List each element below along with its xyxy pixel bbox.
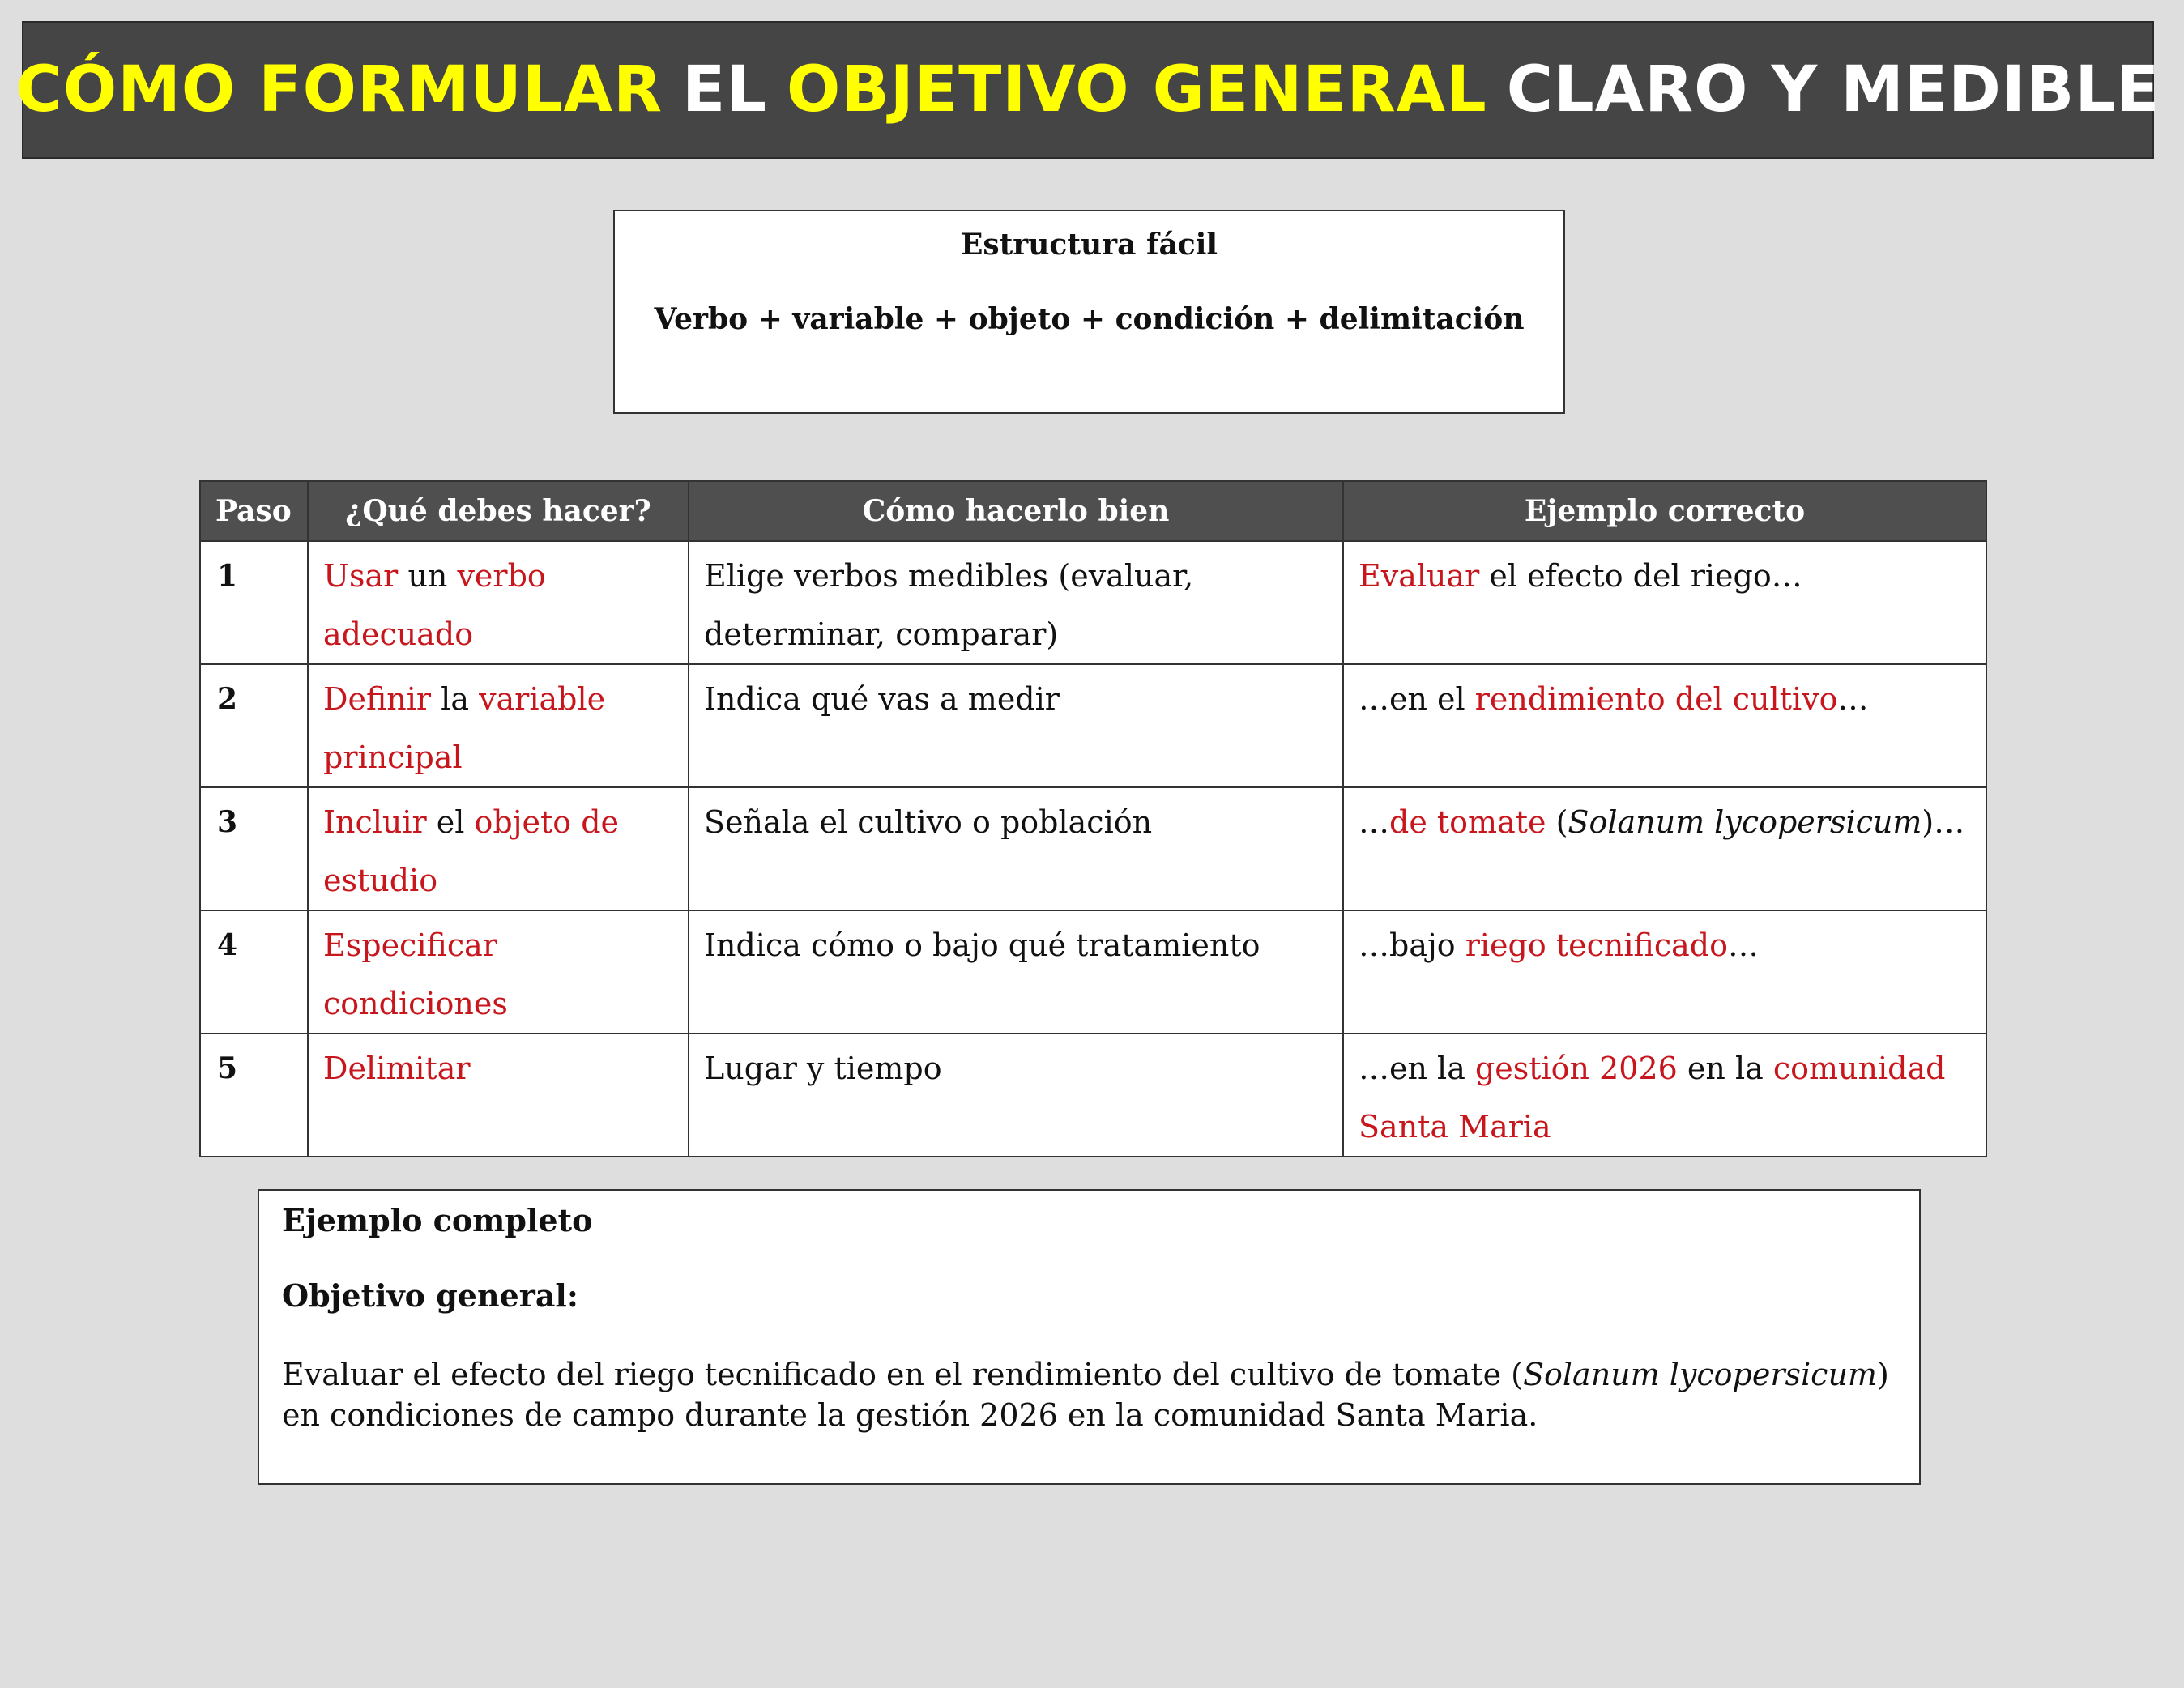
example-highlight: comunidad Santa Maria bbox=[1359, 1051, 1946, 1145]
example-text: …en el bbox=[1359, 681, 1475, 717]
table-row bbox=[200, 787, 1986, 910]
what-keyword: Usar bbox=[323, 558, 399, 594]
example-text: el efecto del riego… bbox=[1479, 558, 1802, 594]
step-what bbox=[308, 541, 689, 664]
step-how: Señala el cultivo o población bbox=[689, 787, 1343, 910]
example-text: ( bbox=[1546, 804, 1568, 840]
title-part-1: CÓMO FORMULAR bbox=[15, 53, 663, 126]
example-highlight: Evaluar bbox=[1359, 558, 1480, 594]
page-title-banner bbox=[15, 21, 2161, 159]
example-scientific-name: Solanum lycopersicum bbox=[1568, 804, 1922, 840]
structure-formula: Verbo + variable + objeto + condición + delimitación bbox=[654, 302, 1525, 336]
title-part-4: CLARO Y MEDIBLE bbox=[1506, 53, 2161, 126]
what-keyword: verbo adecuado bbox=[323, 558, 546, 652]
step-example bbox=[1343, 787, 1986, 910]
table-row bbox=[200, 1034, 1986, 1157]
table-row bbox=[200, 910, 1986, 1034]
example-text: …en la bbox=[1359, 1051, 1475, 1086]
example-text: … bbox=[1837, 681, 1869, 717]
step-number: 2 bbox=[200, 664, 308, 787]
what-keyword: Incluir bbox=[323, 804, 427, 840]
what-connector: la bbox=[431, 681, 480, 717]
complete-example-box bbox=[258, 1189, 1921, 1485]
steps-table bbox=[199, 480, 1987, 1157]
what-keyword: variable principal bbox=[323, 681, 606, 775]
table-header-row bbox=[200, 481, 1986, 541]
title-part-2: EL bbox=[682, 53, 768, 126]
objective-scientific-name: Solanum lycopersicum bbox=[1522, 1357, 1877, 1392]
structure-box bbox=[613, 210, 1565, 414]
step-number: 3 bbox=[200, 787, 308, 910]
step-how: Lugar y tiempo bbox=[689, 1034, 1343, 1157]
header-example: Ejemplo correcto bbox=[1343, 481, 1986, 541]
what-connector: un bbox=[398, 558, 458, 594]
what-keyword: Delimitar bbox=[323, 1051, 471, 1086]
step-what bbox=[308, 787, 689, 910]
what-keyword: objeto de estudio bbox=[323, 804, 620, 898]
objective-text-part: Evaluar el efecto del riego tecnificado en el rendimiento del cultivo de tomate ( bbox=[282, 1357, 1523, 1392]
example-highlight: de tomate bbox=[1389, 804, 1546, 840]
example-objective-text bbox=[282, 1354, 1896, 1435]
example-highlight: rendimiento del cultivo bbox=[1474, 681, 1838, 717]
step-example bbox=[1343, 664, 1986, 787]
step-how: Elige verbos medibles (evaluar, determinar, comparar) bbox=[689, 541, 1343, 664]
step-what bbox=[308, 1034, 689, 1157]
table-row bbox=[200, 541, 1986, 664]
what-connector: el bbox=[426, 804, 475, 840]
step-example bbox=[1343, 541, 1986, 664]
step-example bbox=[1343, 910, 1986, 1034]
what-keyword: Definir bbox=[323, 681, 432, 717]
step-example bbox=[1343, 1034, 1986, 1157]
example-highlight: gestión 2026 bbox=[1474, 1051, 1678, 1086]
header-how: Cómo hacerlo bien bbox=[689, 481, 1343, 541]
example-text: … bbox=[1359, 804, 1389, 840]
header-step: Paso bbox=[200, 481, 308, 541]
structure-title: Estructura fácil bbox=[960, 228, 1218, 262]
step-how: Indica cómo o bajo qué tratamiento bbox=[689, 910, 1343, 1034]
step-number: 5 bbox=[200, 1034, 308, 1157]
step-how: Indica qué vas a medir bbox=[689, 664, 1343, 787]
step-number: 1 bbox=[200, 541, 308, 664]
example-text: en la bbox=[1677, 1051, 1773, 1086]
example-title: Ejemplo completo bbox=[282, 1202, 593, 1238]
header-what: ¿Qué debes hacer? bbox=[308, 481, 689, 541]
what-keyword: Especificar condiciones bbox=[323, 927, 508, 1021]
step-number: 4 bbox=[200, 910, 308, 1034]
table-row bbox=[200, 664, 1986, 787]
example-highlight: riego tecnificado bbox=[1465, 927, 1728, 963]
step-what bbox=[308, 664, 689, 787]
title-part-3: OBJETIVO GENERAL bbox=[787, 53, 1487, 126]
step-what bbox=[308, 910, 689, 1034]
objective-text-part: ) en condiciones de campo durante la gestión 2026 en la comunidad Santa Maria. bbox=[282, 1357, 1889, 1433]
example-subtitle: Objetivo general: bbox=[282, 1277, 578, 1314]
example-text: )… bbox=[1922, 804, 1965, 840]
example-text: … bbox=[1727, 927, 1759, 963]
example-text: …bajo bbox=[1359, 927, 1465, 963]
